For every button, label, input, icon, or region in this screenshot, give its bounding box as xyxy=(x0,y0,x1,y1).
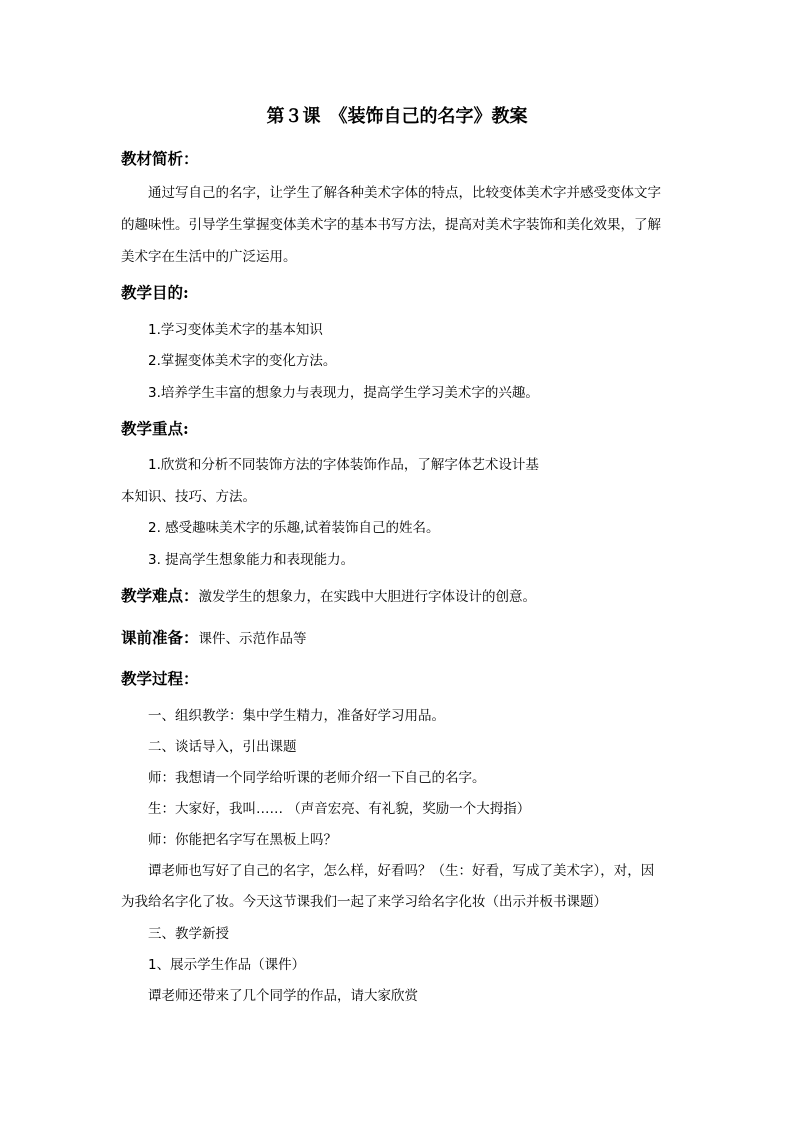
keypoint-item-2: 2. 感受趣味美术字的乐趣,试着装饰自己的姓名。 xyxy=(148,520,440,536)
objectives-heading: 教学目的: xyxy=(121,283,189,302)
process-line-1: 一、组织教学：集中学生精力，准备好学习用品。 xyxy=(148,708,445,724)
analysis-line-1: 通过写自己的名字，让学生了解各种美术字体的特点，比较变体美术字并感受变体文字 xyxy=(148,185,661,201)
process-line-8: 三、教学新授 xyxy=(148,926,229,942)
preparation-heading: 课前准备： xyxy=(121,628,199,647)
preparation-text: 课件、示范作品等 xyxy=(198,631,307,647)
process-line-4: 生：大家好，我叫…… （声音宏亮、有礼貌，奖励一个大拇指） xyxy=(148,801,531,817)
process-line-5: 师：你能把名字写在黑板上吗？ xyxy=(148,832,337,848)
difficulty-heading: 教学难点： xyxy=(121,586,199,605)
keypoint-item-3: 3. 提高学生想象能力和表现能力。 xyxy=(148,552,355,568)
process-line-3: 师：我想请一个同学给听课的老师介绍一下自己的名字。 xyxy=(148,770,486,786)
process-heading: 教学过程： xyxy=(121,669,199,688)
analysis-line-2: 的趣味性。引导学生掌握变体美术字的基本书写方法，提高对美术字装饰和美化效果，了解 xyxy=(121,217,661,233)
objective-item-2: 2.掌握变体美术字的变化方法。 xyxy=(148,353,337,369)
objective-item-3: 3.培养学生丰富的想象力与表现力，提高学生学习美术字的兴趣。 xyxy=(148,385,539,401)
analysis-line-3: 美术字在生活中的广泛运用。 xyxy=(121,249,297,265)
analysis-heading: 教材简析： xyxy=(121,149,199,168)
process-line-7: 为我给名字化了妆。今天这节课我们一起了来学习给名字化妆（出示并板书课题） xyxy=(121,894,607,910)
process-line-2: 二、谈话导入，引出课题 xyxy=(148,739,297,755)
keypoint-item-1-cont: 本知识、技巧、方法。 xyxy=(121,489,256,505)
process-line-9: 1、展示学生作品（课件） xyxy=(148,957,306,973)
objective-item-1: 1.学习变体美术字的基本知识 xyxy=(148,322,323,338)
difficulty-text: 激发学生的想象力，在实践中大胆进行字体设计的创意。 xyxy=(198,589,537,605)
process-line-10: 谭老师还带来了几个同学的作品，请大家欣赏 xyxy=(148,988,418,1004)
keypoint-item-1: 1.欣赏和分析不同装饰方法的字体装饰作品，了解字体艺术设计基 xyxy=(148,457,539,473)
process-line-6: 谭老师也写好了自己的名字，怎么样，好看吗？（生：好看，写成了美术字），对，因 xyxy=(148,863,655,879)
preparation-row xyxy=(121,627,307,650)
difficulty-row xyxy=(121,585,536,608)
keypoints-heading: 教学重点: xyxy=(121,419,189,438)
page-title: 第３课 《装饰自己的名字》教案 xyxy=(266,106,528,127)
